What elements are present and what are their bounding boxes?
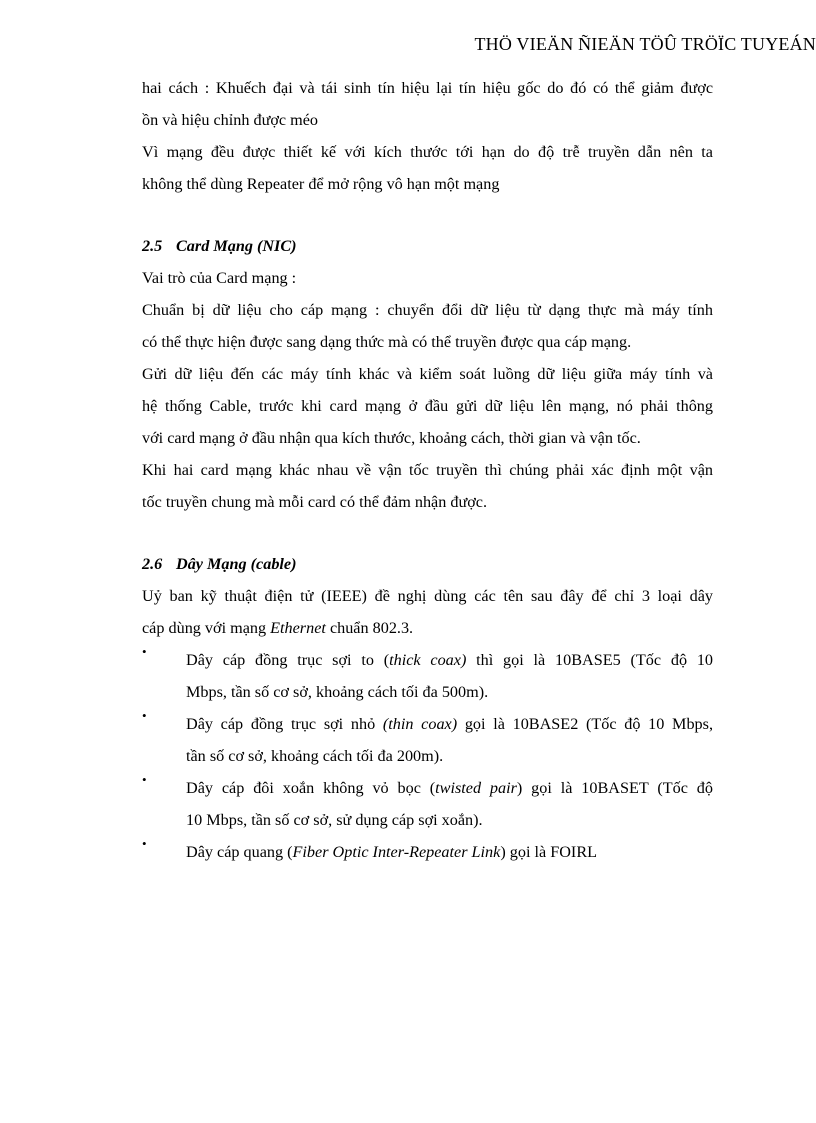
paragraph-line: Gửi dữ liệu đến các máy tính khác và kiểm soát luồng dữ liệu giữa máy tính và bbox=[142, 365, 713, 383]
text-run: Dây cáp đồng trục sợi to ( bbox=[186, 651, 390, 669]
list-item-line bbox=[186, 644, 713, 676]
text-run: Dây cáp quang ( bbox=[186, 843, 293, 861]
page-content bbox=[142, 72, 713, 868]
section-number: 2.6 bbox=[142, 555, 163, 573]
spacer bbox=[142, 200, 713, 230]
list-item-line: tần số cơ sở, khoảng cách tối đa 200m). bbox=[186, 747, 444, 765]
italic-run: thick coax) bbox=[389, 651, 467, 669]
paragraph-line: Uỷ ban kỹ thuật điện tử (IEEE) đề nghị dùng các tên sau đây để chỉ 3 loại dây bbox=[142, 587, 713, 605]
paragraph-line: không thể dùng Repeater để mở rộng vô hạn một mạng bbox=[142, 175, 500, 193]
list-item bbox=[142, 772, 713, 836]
text-run: ) gọi là FOIRL bbox=[500, 843, 598, 861]
paragraph-line: Vì mạng đều được thiết kế với kích thước tới hạn do độ trễ truyền dẫn nên ta bbox=[142, 143, 713, 161]
paragraph-line: Vai trò của Card mạng : bbox=[142, 269, 297, 287]
list-item-line: 10 Mbps, tần số cơ sở, sử dụng cáp sợi xoắn). bbox=[186, 811, 483, 829]
section-heading-2-5 bbox=[142, 230, 713, 262]
page-header: THÖ VIEÄN ÑIEÄN TÖÛ TRÖÏC TUYEÁN bbox=[474, 34, 816, 54]
section-title: Dây Mạng (cable) bbox=[176, 555, 297, 573]
italic-run: Fiber Optic Inter-Repeater Link bbox=[292, 843, 501, 861]
paragraph-line: tốc truyền chung mà mỗi card có thể đảm nhận được. bbox=[142, 493, 488, 511]
text-run: thì gọi là 10BASE5 (Tốc độ 10 bbox=[466, 651, 714, 669]
paragraph-line: có thể thực hiện được sang dạng thức mà có thể truyền được qua cáp mạng. bbox=[142, 333, 632, 351]
text-run: gọi là 10BASE2 (Tốc độ 10 Mbps, bbox=[457, 715, 713, 733]
paragraph-line: với card mạng ở đầu nhận qua kích thước, khoảng cách, thời gian và vận tốc. bbox=[142, 429, 641, 447]
list-item bbox=[142, 708, 713, 772]
bullet-icon: • bbox=[142, 836, 147, 851]
bullet-icon: • bbox=[142, 644, 147, 659]
paragraph-line: Khi hai card mạng khác nhau về vận tốc truyền thì chúng phải xác định một vận bbox=[142, 461, 713, 479]
list-item-line: Mbps, tần số cơ sở, khoảng cách tối đa 500m). bbox=[186, 683, 489, 701]
section-number: 2.5 bbox=[142, 237, 163, 255]
list-item-line bbox=[186, 836, 713, 868]
italic-run: twisted pair bbox=[435, 779, 517, 797]
list-item-line bbox=[186, 772, 713, 804]
spacer bbox=[142, 518, 713, 548]
paragraph-line: Chuẩn bị dữ liệu cho cáp mạng : chuyển đổi dữ liệu từ dạng thực mà máy tính bbox=[142, 301, 713, 319]
paragraph-line: hai cách : Khuếch đại và tái sinh tín hiệu lại tín hiệu gốc do đó có thể giảm được bbox=[142, 79, 713, 97]
text-run: cáp dùng với mạng bbox=[142, 619, 271, 637]
italic-run: Ethernet bbox=[270, 619, 326, 637]
bullet-icon: • bbox=[142, 708, 147, 723]
paragraph-line bbox=[142, 612, 713, 644]
section-title: Card Mạng (NIC) bbox=[176, 237, 297, 255]
text-run: chuẩn 802.3. bbox=[325, 619, 414, 637]
paragraph-line: hệ thống Cable, trước khi card mạng ở đầu gửi dữ liệu lên mạng, nó phải thông bbox=[142, 397, 713, 415]
text-run: Dây cáp đôi xoắn không vỏ bọc ( bbox=[186, 779, 436, 797]
paragraph-line: ồn và hiệu chỉnh được méo bbox=[142, 111, 319, 129]
list-item bbox=[142, 836, 713, 868]
italic-run: (thin coax) bbox=[382, 715, 458, 733]
bullet-icon: • bbox=[142, 772, 147, 787]
list-item-line bbox=[186, 708, 713, 740]
list-item bbox=[142, 644, 713, 708]
section-heading-2-6 bbox=[142, 548, 713, 580]
text-run: Dây cáp đồng trục sợi nhỏ bbox=[186, 715, 383, 733]
text-run: ) gọi là 10BASET (Tốc độ bbox=[516, 779, 713, 797]
